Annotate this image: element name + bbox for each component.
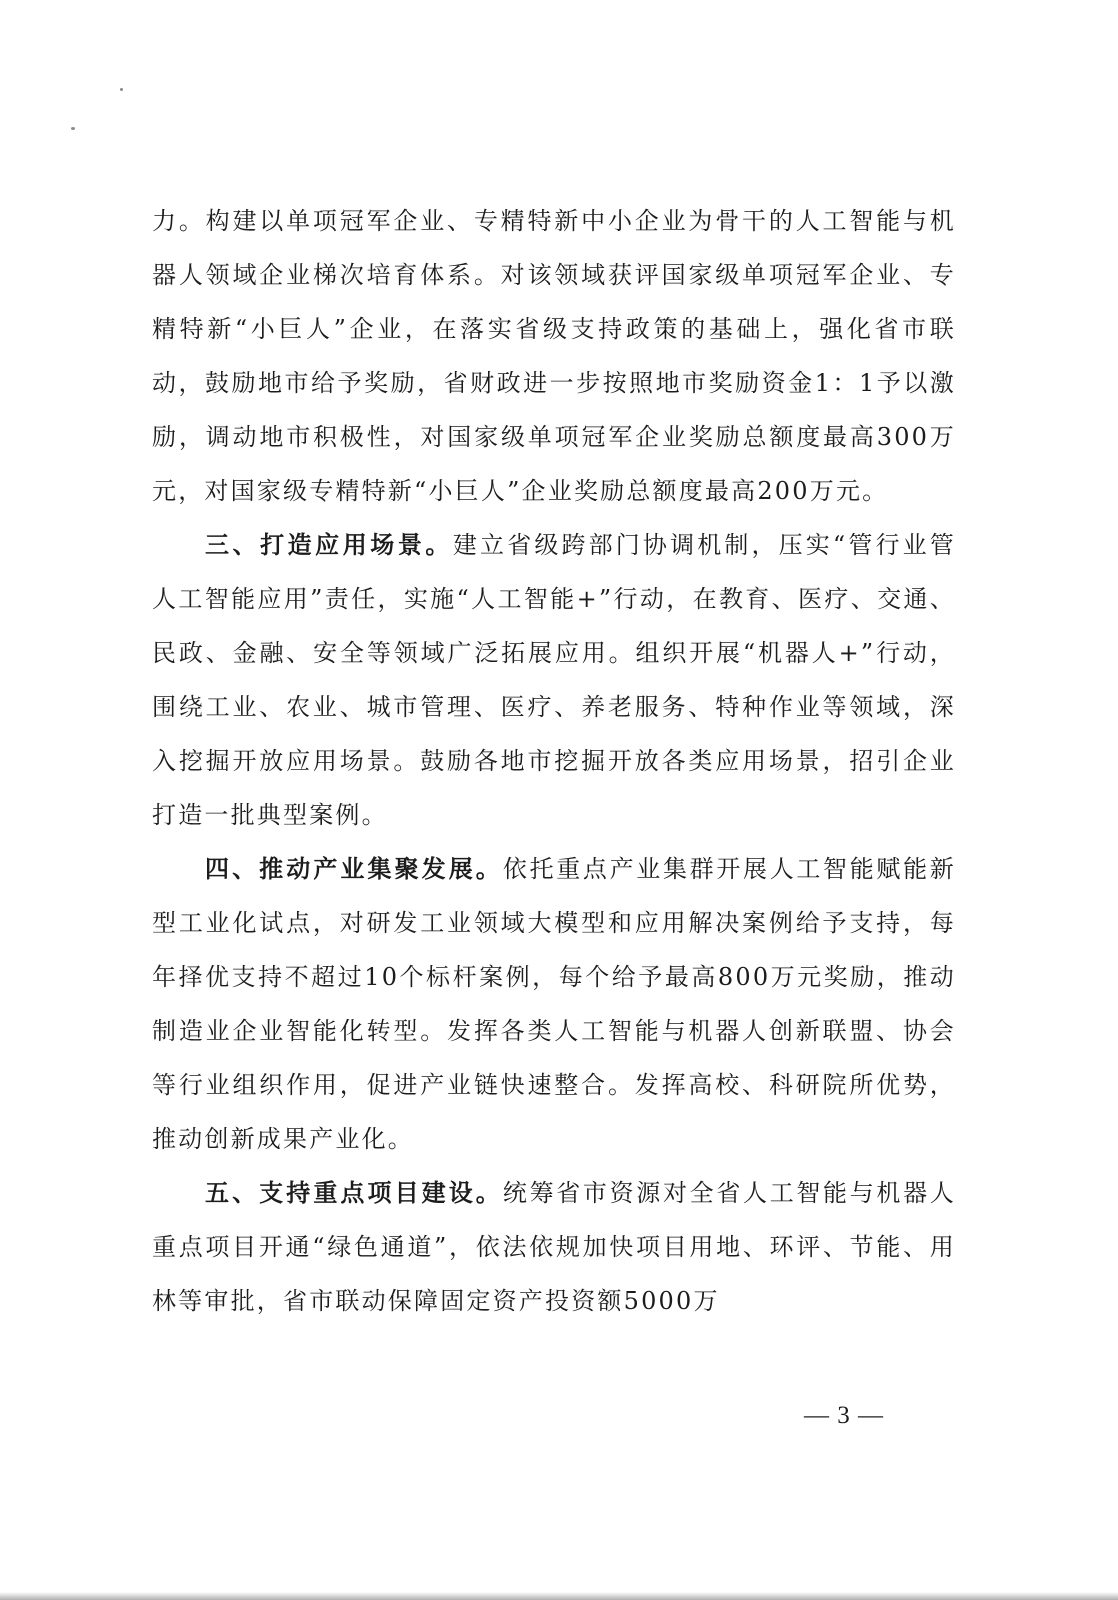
paragraph-application-scenarios (152, 518, 956, 842)
scan-bottom-edge (0, 1592, 1118, 1600)
page-number-text: — 3 — (804, 1402, 884, 1429)
paragraph-text: 建立省级跨部门协调机制，压实“管行业管人工智能应用”责任，实施“人工智能+”行动，在教育、医疗、交通、民政、金融、安全等领域广泛拓展应用。组织开展“机器人+”行动，围绕工业、农业、城市管理、医疗、养老服务、特种作业等领域，深入挖掘开放应用场景。鼓励各地市挖掘开放各类应用场景，招引企业打造一批典型案例。 (152, 531, 956, 829)
paragraph-text: 统筹省市资源对全省人工智能与机器人重点项目开通“绿色通道”，依法依规加快项目用地、环评、节能、用林等审批，省市联动保障固定资产投资额5000万 (152, 1179, 956, 1315)
section-heading: 三、打造应用场景。 (205, 531, 453, 559)
section-heading: 五、支持重点项目建设。 (205, 1179, 503, 1207)
scan-speck (71, 127, 75, 130)
paragraph-continuation (152, 194, 956, 518)
scan-speck (120, 88, 123, 91)
section-heading: 四、推动产业集聚发展。 (205, 855, 503, 883)
page-number (0, 1402, 1118, 1430)
paragraph-industry-cluster (152, 842, 956, 1166)
paragraph-key-projects (152, 1166, 956, 1328)
paragraph-text: 力。构建以单项冠军企业、专精特新中小企业为骨干的人工智能与机器人领域企业梯次培育体系。对该领域获评国家级单项冠军企业、专精特新“小巨人”企业，在落实省级支持政策的基础上，强化省市联动，鼓励地市给予奖励，省财政进一步按照地市奖励资金1：1予以激励，调动地市积极性，对国家级单项冠军企业奖励总额度最高300万元，对国家级专精特新“小巨人”企业奖励总额度最高200万元。 (152, 207, 956, 505)
document-body (152, 194, 956, 1328)
paragraph-text: 依托重点产业集群开展人工智能赋能新型工业化试点，对研发工业领域大模型和应用解决案例给予支持，每年择优支持不超过10个标杆案例，每个给予最高800万元奖励，推动制造业企业智能化转型。发挥各类人工智能与机器人创新联盟、协会等行业组织作用，促进产业链快速整合。发挥高校、科研院所优势，推动创新成果产业化。 (152, 855, 956, 1153)
